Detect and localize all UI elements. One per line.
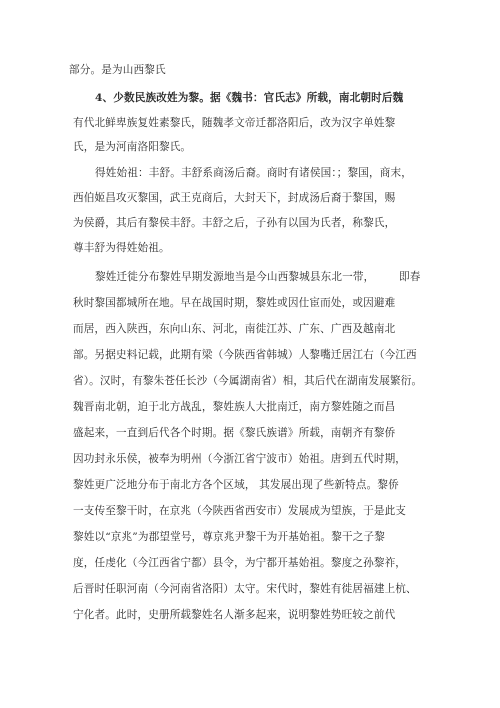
text-line-20: 度，任虔化（今江西省宁都）县令，为宁都开基始祖。黎度之孙黎祚， <box>73 557 407 569</box>
text-line-4: 氏，是为河南洛阳黎氏。 <box>73 141 192 153</box>
text-line-7: 为侯爵，其后有黎侯丰舒。丰舒之后，子孙有以国为氏者，称黎氏， <box>73 217 396 229</box>
text-line-5: 得姓始祖：丰舒。丰舒系商汤后裔。商时有诸侯国：；黎国，商末， <box>95 167 413 179</box>
text-line-3: 有代北鲜卑族复姓素黎氏，随魏孝文帝迁都洛阳后，改为汉字单姓黎 <box>73 117 396 129</box>
text-line-11: 而居，西入陕西，东向山东、河北，南徙江苏、广东、广西及越南北 <box>73 323 396 335</box>
text-line-15: 盛起来，一直到后代各个时期。据《黎氏族谱》所载，南朝齐有黎侨 <box>73 427 396 439</box>
text-line-1: 部分。是为山西黎氏 <box>69 64 166 76</box>
text-line-14: 魏晋南北朝，迫于北方战乱，黎姓族人大批南迁，南方黎姓随之而昌 <box>73 401 396 413</box>
text-line-18: 一支传至黎干时，在京兆（今陕西省西安市）发展成为望族，于是此支 <box>73 505 407 517</box>
text-line-2: 4、少数民族改姓为黎。据《魏书：官氏志》所载，南北朝时后魏 <box>95 92 404 104</box>
text-line-22: 宁化者。此时，史册所载黎姓名人渐多起来，说明黎姓势旺较之前代 <box>73 609 396 621</box>
text-line-8: 尊丰舒为得姓始祖。 <box>73 242 170 254</box>
text-line-9: 黎姓迁徙分布黎姓早期发源地当是今山西黎城县东北一带， <box>95 271 375 283</box>
text-line-9-tail: 即春 <box>399 271 421 283</box>
text-line-19: 黎姓以“京兆”为郡望堂号，尊京兆尹黎干为开基始祖。黎干之子黎 <box>73 531 385 543</box>
text-line-16: 因功封永乐侯，被奉为明州（今浙江省宁波市）始祖。唐到五代时期， <box>73 453 407 465</box>
text-line-17: 黎姓更广泛地分布于南北方各个区域， 其发展出现了些新特点。黎侨 <box>73 479 399 491</box>
text-line-12: 部。另据史料记载，此期有梁（今陕西省韩城）人黎嘴迁居江右（今江西 <box>73 349 417 361</box>
text-line-6: 西伯姬昌攻灭黎国，武王克商后，大封天下，封成汤后裔于黎国，赐 <box>73 192 396 204</box>
text-line-10: 秋时黎国都城所在地。早在战国时期，黎姓或因仕宦而处，或因避难 <box>73 297 396 309</box>
text-line-13: 省）。汉时，有黎朱苍任长沙（今属湖南省）相，其后代在湖南发展繁衍。 <box>73 375 423 387</box>
text-line-21: 后晋时任职河南（今河南省洛阳）太守。宋代时，黎姓有徙居福建上杭、 <box>73 583 417 595</box>
